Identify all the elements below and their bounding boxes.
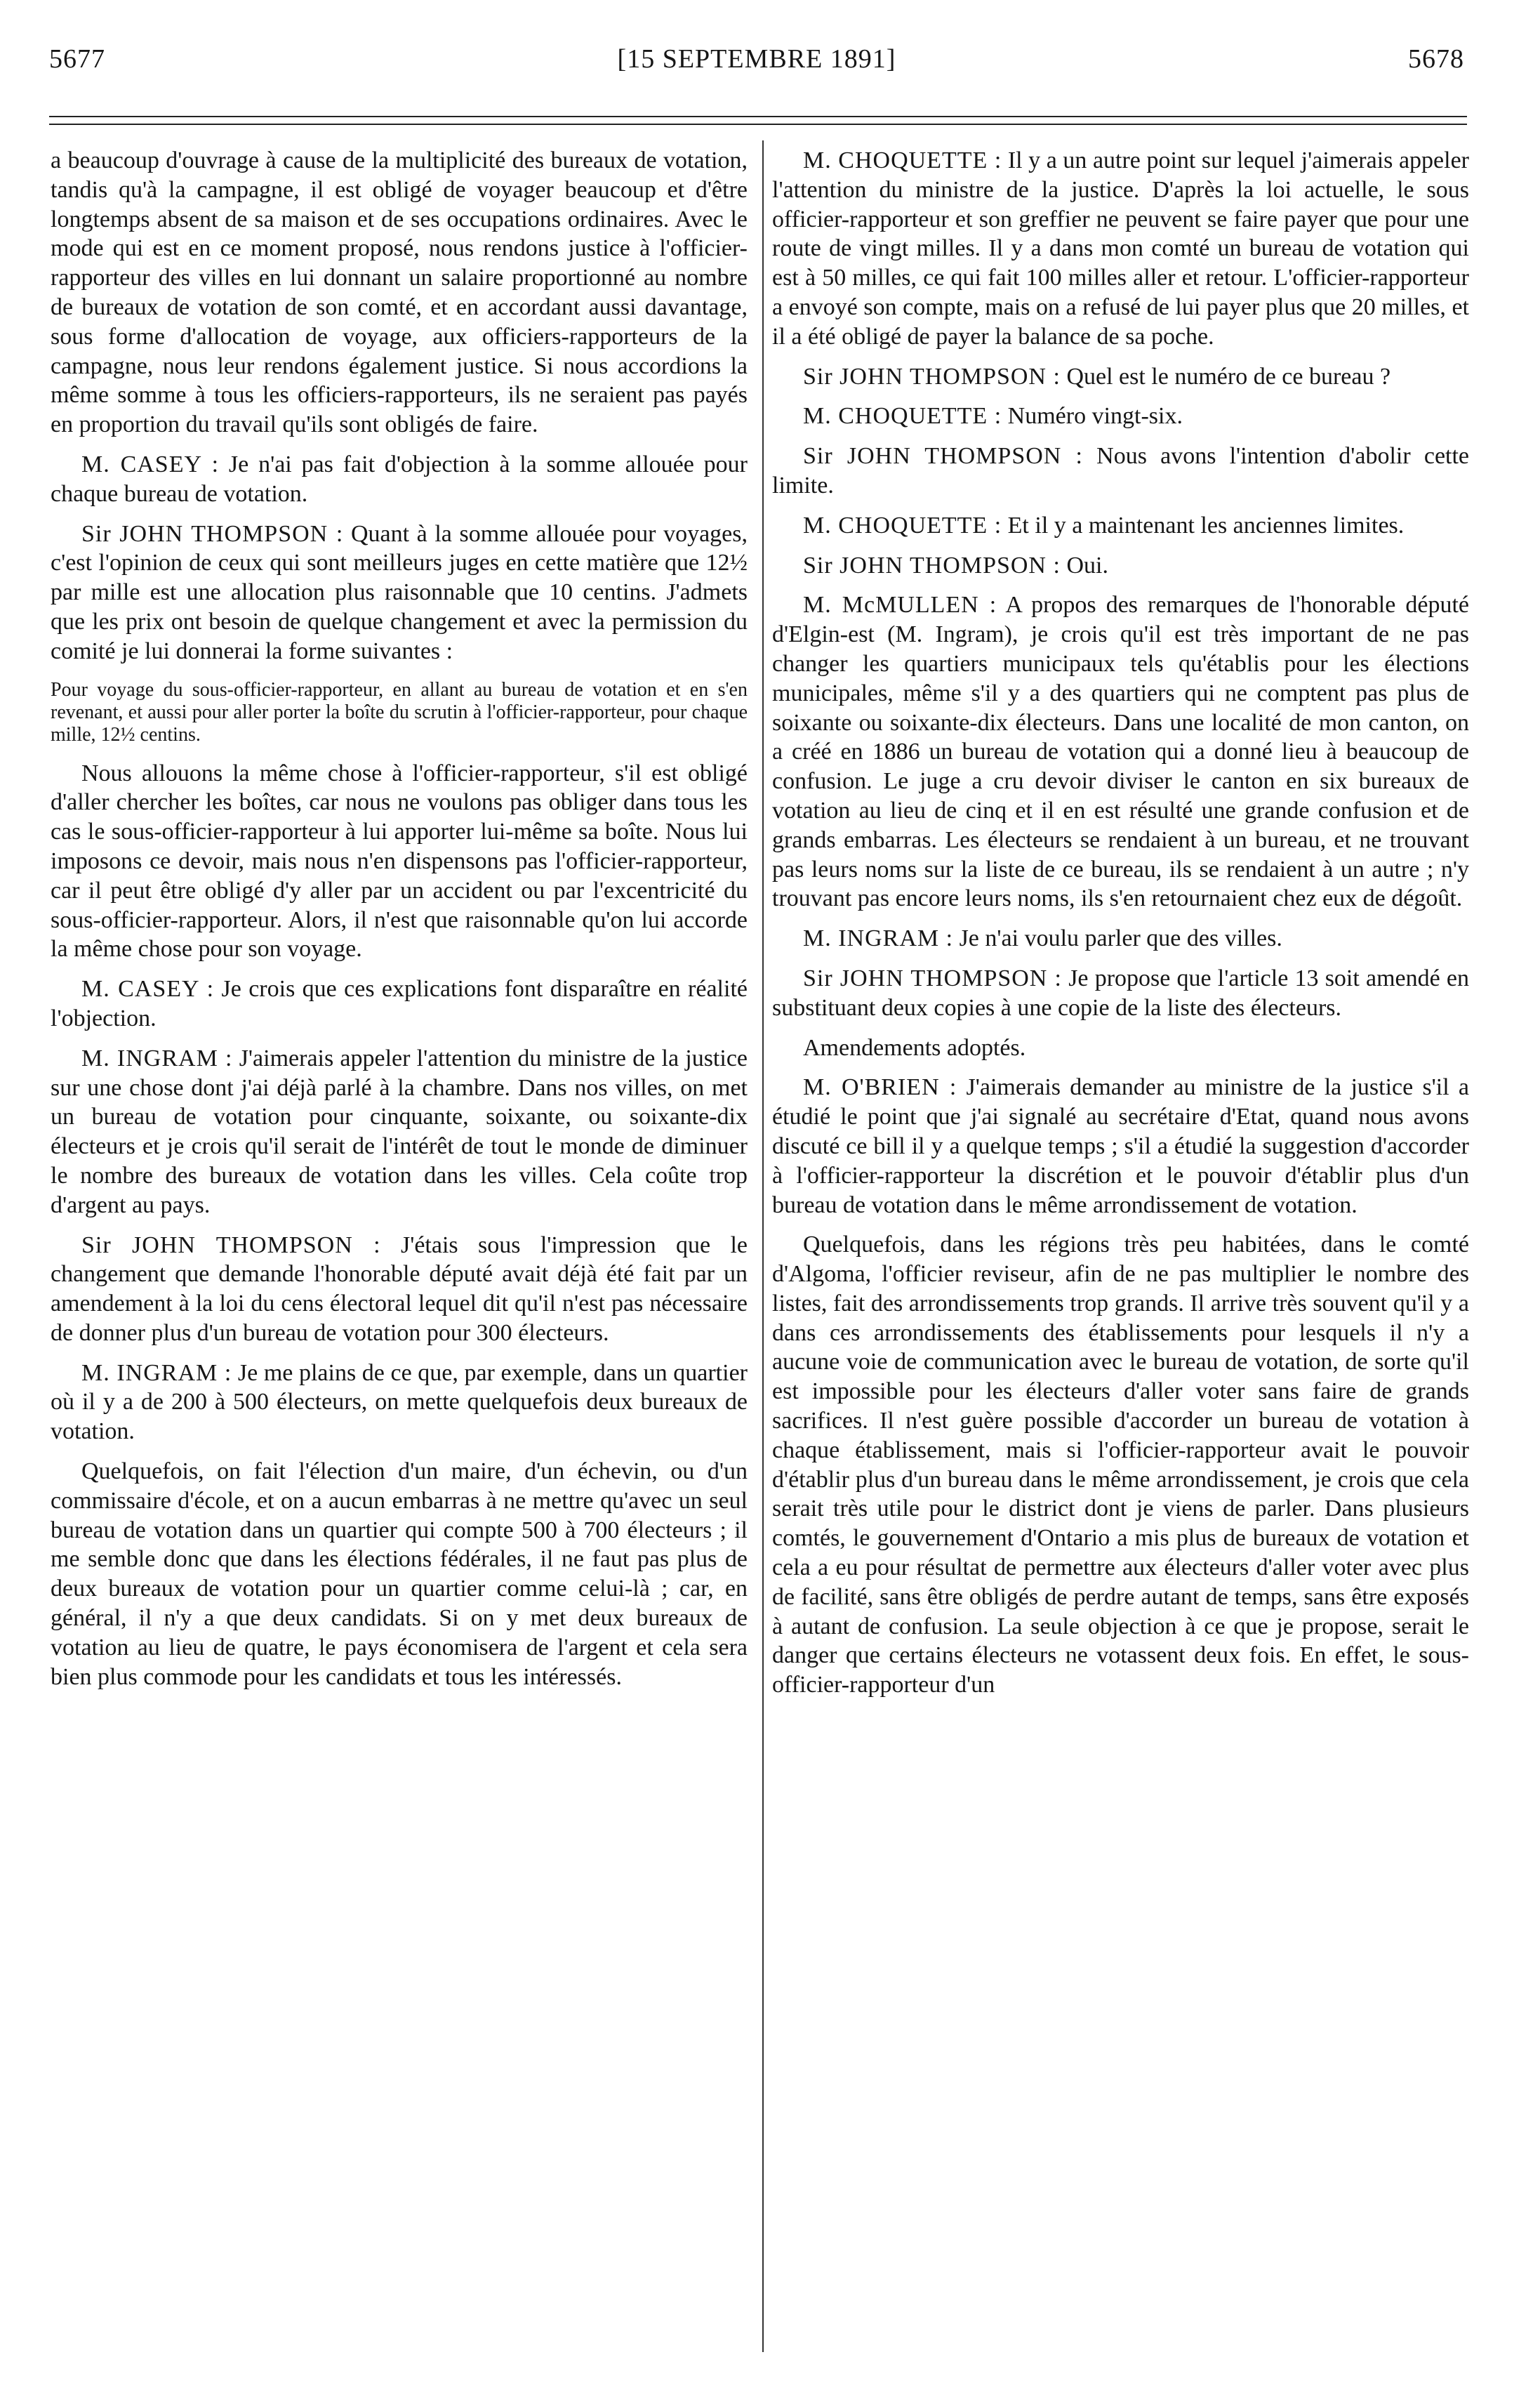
header-rule-top — [49, 116, 1467, 117]
header-rule-bottom — [49, 124, 1467, 125]
speaker-name: M. INGRAM : — [803, 925, 954, 952]
speech-paragraph — [772, 1034, 1469, 1063]
speech-paragraph — [51, 520, 748, 666]
paragraph-text: Il y a un autre point sur lequel j'aimerais appeler l'attention du ministre de la justice. D'après la loi actuelle, le sous officier-rapporteur et son greffier ne peuvent se faire payer que pour une route de vingt milles. Il y a dans mon comté un bureau de votation qui est à 50 milles, ce qui fait 100 milles aller et retour. L'officier-rapporteur a envoyé son compte, mais on a refusé de lui payer plus que 20 milles, et il a été obligé de payer la balance de sa poche. — [772, 147, 1470, 350]
paragraph-text: Je n'ai voulu parler que des villes. — [959, 925, 1282, 952]
speaker-name: M. CHOQUETTE : — [803, 512, 1002, 539]
speech-paragraph — [51, 759, 748, 965]
paragraph-text: J'étais sous l'impression que le changement que demande l'honorable député avait déjà été fait par un amendement à la loi du cens électoral lequel dit qu'il n'est pas nécessaire de donner plus d'un bureau de votation pour 300 électeurs. — [51, 1232, 748, 1346]
left-column — [51, 146, 748, 1702]
column-divider — [762, 140, 764, 2352]
paragraph-text: Oui. — [1066, 552, 1108, 579]
speaker-name: Sir JOHN THOMPSON : — [803, 552, 1061, 579]
speech-paragraph — [772, 146, 1469, 352]
paragraph-text: Amendements adoptés. — [803, 1034, 1026, 1061]
speaker-name: Sir JOHN THOMPSON : — [81, 1232, 381, 1258]
page-number-left: 5677 — [49, 44, 105, 74]
session-date: [15 SEPTEMBRE 1891] — [617, 44, 896, 74]
speaker-name: M. McMULLEN : — [803, 592, 997, 619]
speaker-name: Sir JOHN THOMPSON : — [803, 443, 1083, 470]
paragraph-text: Je crois que ces explications font disparaître en réalité l'objection. — [51, 976, 748, 1031]
speaker-name: M. CHOQUETTE : — [803, 403, 1002, 430]
speech-paragraph — [772, 1073, 1469, 1220]
speech-paragraph — [51, 146, 748, 440]
speaker-name: Sir JOHN THOMPSON : — [803, 965, 1062, 991]
paragraph-text: A propos des remarques de l'honorable député d'Elgin-est (M. Ingram), je crois qu'il est très important de ne pas changer les quartiers municipaux tels qu'établis pour les élections municipales, même s'il y a des quartiers qui ne comptent pas plus de soixante ou soixante-dix électeurs. Dans une localité de mon canton, on a créé en 1886 un bureau de votation qui a donné lieu à beaucoup de confusion. Le juge a cru devoir diviser le canton en six bureaux de votation au lieu de cinq et il en est résulté une grande confusion et de grands embarras. Les électeurs se rendaient à un bureau, et ne trouvant pas leurs noms sur la liste de ce bureau, ils se rendaient à un autre ; n'y trouvant pas encore leurs noms, ils s'en retournaient chez eux de dégoût. — [772, 592, 1469, 912]
paragraph-text: a beaucoup d'ouvrage à cause de la multiplicité des bureaux de votation, tandis qu'à la campagne, il est obligé de voyager beaucoup et d'être longtemps absent de sa maison et de ses occupations ordinaires. Avec le mode qui est en ce moment proposé, nous rendons justice à l'officier-rapporteur des villes en lui donnant un salaire proportionné au nombre de bureaux de votation de son comté, et en accordant aussi davantage, sous forme d'allocation de voyage, aux officiers-rapporteurs de la campagne, nous leur rendons également justice. Si nous accordions la même somme à tous les officiers-rapporteurs, ils ne seraient pas payés en proportion du travail qu'ils sont obligés de faire. — [51, 147, 748, 438]
speaker-name: M. CASEY : — [81, 451, 220, 477]
right-column — [772, 146, 1469, 1710]
speech-paragraph — [51, 975, 748, 1034]
paragraph-text: J'aimerais demander au ministre de la justice s'il a étudié le point que j'ai signalé au secrétaire d'Etat, quand nous avons discuté ce bill il y a quelque temps ; s'il a étudié la suggestion d'accorder à l'officier-rapporteur la discrétion et le pouvoir d'établir plus d'un bureau de votation dans le même arrondissement de votation. — [772, 1074, 1469, 1218]
speech-paragraph — [51, 1231, 748, 1348]
paragraph-text: Nous allouons la même chose à l'officier-rapporteur, s'il est obligé d'aller chercher les boîtes, car nous ne voulons pas obliger dans tous les cas le sous-officier-rapporteur à lui apporter lui-même sa boîte. Nous lui imposons ce devoir, mais nous n'en dispensons pas l'officier-rapporteur, car il peut être obligé d'y aller par un accident ou par l'excentricité du sous-officier-rapporteur. Alors, il n'est que raisonnable qu'on lui accorde la même chose pour son voyage. — [51, 760, 748, 963]
paragraph-text: Nous avons l'intention d'abolir cette limite. — [772, 443, 1470, 499]
speech-paragraph — [772, 551, 1469, 581]
speech-paragraph — [51, 1044, 748, 1220]
speech-paragraph — [772, 1230, 1469, 1700]
speech-paragraph — [772, 402, 1469, 431]
speech-paragraph — [772, 590, 1469, 913]
paragraph-text: Quel est le numéro de ce bureau ? — [1066, 363, 1391, 390]
speech-paragraph — [772, 964, 1469, 1023]
speaker-name: M. CASEY : — [81, 976, 215, 1003]
speaker-name: Sir JOHN THOMPSON : — [803, 363, 1061, 390]
paragraph-text: J'aimerais appeler l'attention du ministre de la justice sur une chose dont j'ai déjà parlé à la chambre. Dans nos villes, on met un bureau de votation pour cinquante, soixante, ou soixante-dix électeurs et je crois qu'il serait de l'intérêt de tout le monde de diminuer le nombre des bureaux de votation dans les villes. Cela coûte trop d'argent au pays. — [51, 1045, 748, 1218]
paragraph-text: Pour voyage du sous-officier-rapporteur, en allant au bureau de votation et en s'en revenant, et aussi pour aller porter la boîte du scrutin à l'officier-rapporteur, pour chaque mille, 12½ centins. — [51, 678, 748, 746]
speaker-name: M. CHOQUETTE : — [803, 147, 1002, 173]
paragraph-text: Quelquefois, on fait l'élection d'un maire, d'un échevin, ou d'un commissaire d'école, et on a aucun embarras à ne mettre qu'avec un seul bureau de votation dans un quartier qui compte 500 à 700 électeurs ; il me semble donc que dans les élections fédérales, il ne faut pas plus de deux bureaux de votation pour un quartier comme celui-là ; car, en général, il n'y a que deux candidats. Si on y met deux bureaux de votation au lieu de quatre, le pays économisera de l'argent et cela sera bien plus commode pour les candidats et tous les intéressés. — [51, 1458, 748, 1690]
page-header — [49, 44, 1464, 86]
paragraph-text: Et il y a maintenant les anciennes limites. — [1007, 512, 1405, 539]
speaker-name: M. INGRAM : — [81, 1045, 233, 1071]
paragraph-text: Je me plains de ce que, par exemple, dans un quartier où il y a de 200 à 500 électeurs, on mette quelquefois deux bureaux de votation. — [51, 1359, 748, 1445]
speech-paragraph — [51, 450, 748, 509]
paragraph-text: Je n'ai pas fait d'objection à la somme allouée pour chaque bureau de votation. — [51, 451, 748, 507]
speech-paragraph — [772, 442, 1469, 501]
paragraph-text: Je propose que l'article 13 soit amendé en substituant deux copies à une copie de la liste des électeurs. — [772, 965, 1469, 1021]
speaker-name: M. INGRAM : — [81, 1359, 232, 1386]
paragraph-text: Quant à la somme allouée pour voyages, c'est l'opinion de ceux qui sont meilleurs juges en cette matière que 12½ par mille est une allocation plus raisonnable que 10 centins. J'admets que les prix ont besoin de quelque changement et avec la permission du comité je lui donnerai la forme suivantes : — [51, 520, 748, 664]
quoted-clause — [51, 679, 748, 746]
paragraph-text: Numéro vingt-six. — [1007, 403, 1183, 430]
speaker-name: M. O'BRIEN : — [803, 1074, 957, 1101]
speech-paragraph — [772, 511, 1469, 541]
speech-paragraph — [772, 362, 1469, 392]
speech-paragraph — [772, 924, 1469, 953]
page-number-right: 5678 — [1408, 44, 1464, 74]
speech-paragraph — [51, 1457, 748, 1691]
speaker-name: Sir JOHN THOMPSON : — [81, 520, 344, 547]
speech-paragraph — [51, 1359, 748, 1446]
paragraph-text: Quelquefois, dans les régions très peu habitées, dans le comté d'Algoma, l'officier reviseur, afin de ne pas multiplier le nombre des listes, fait des arrondissements trop grands. Il arrive très souvent qu'il y a dans ces arrondissements des établissements pour lesquels il n'y a aucune voie de communication avec le bureau de votation, de sorte qu'il est impossible pour les électeurs d'aller voter sans faire de grands sacrifices. Il n'est guère possible d'accorder un bureau de votation à chaque établissement, mais si l'officier-rapporteur avait le pouvoir d'établir plus d'un bureau dans le même arrondissement, je crois que cela serait très utile pour le district dont je viens de parler. Dans plusieurs comtés, le gouvernement d'Ontario a mis plus de bureaux de votation et cela a eu pour résultat de permettre aux électeurs d'aller voter avec plus de facilité, sans être obligés de perdre autant de temps, sans être exposés à autant de confusion. La seule objection à ce que je propose, serait le danger que certains électeurs ne votassent deux fois. En effet, le sous-officier-rapporteur d'un — [772, 1232, 1469, 1698]
